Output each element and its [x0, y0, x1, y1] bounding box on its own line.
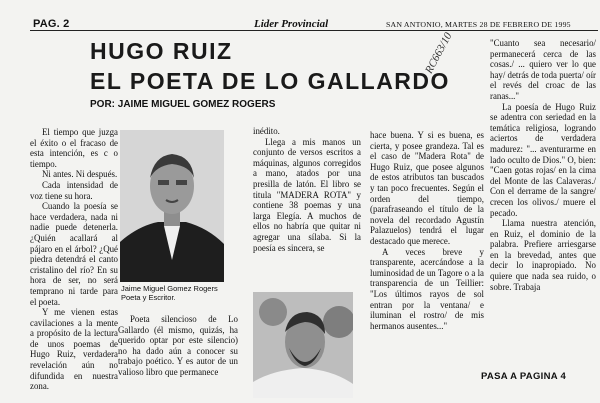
poet-photo	[253, 292, 353, 398]
dateline: SAN ANTONIO, MARTES 28 DE FEBRERO DE 1995	[386, 20, 571, 29]
article-title-line1: HUGO RUIZ	[90, 38, 233, 64]
paragraph: A veces breve y transparente, acercándose a la luminosidad de un Tagore o a la transparencia de un Teillier: "Los últimos rayos de sol entran por la ventana/ e iluminan el rostro/ de mis hermanos ausentes..."	[370, 246, 484, 331]
paragraph: Cada intensidad de voz tiene su hora.	[30, 179, 118, 201]
paragraph: Cuando la poesía se hace verdadera, nada ni nadie puede detenerla. ¿Quién acallará al pájaro en el árbol? ¿Qué piedra detendrá el canto cristalino del río? En su hora de ser, no será temprano ni tarde para el poeta.	[30, 201, 118, 307]
paragraph: hace buena. Y si es buena, es cierta, y posee grandeza. Tal es el caso de "Madera Rota" de Hugo Ruiz, que posee algunos de estos atributos tan buscados y tan poco frecuentes. Según el orden del tiempo, (parafraseando el título de la novela del recordado Agustín Palazuelos) tendrá el lugar destacado que merece.	[370, 130, 484, 246]
column-1	[30, 127, 118, 392]
column-3	[253, 126, 361, 253]
paragraph: Ni antes. Ni después.	[42, 169, 118, 180]
header-rule	[30, 30, 598, 31]
column-5	[490, 38, 596, 292]
paragraph: La poesía de Hugo Ruiz se adentra con seriedad en la temática religiosa, logrando aciertos de verdadera madurez: "... aventurarme en lado oculto de Dios." O, bien: "Caen gotas rojas/ en la cima del Monte de las Calaveras./ Con el derrame de la sangre/ crecen los olivos./ muere el pecado.	[490, 101, 596, 218]
paragraph: "Cuanto sea necesario/ permanecerá cerca de las cosas./ ... quiero ver lo que hay/ detrás de toda puerta/ oír el revés del croac de las ranas..."	[490, 38, 596, 101]
photo-caption	[121, 284, 249, 302]
paragraph: Poeta silencioso de Lo Gallardo (él mismo, quizás, ha querido optar por este silencio) no ha dado aún a conocer su trabajo poético. Y es autor de un valioso libro que permanece	[118, 314, 238, 377]
paragraph: Y me vienen estas cavilaciones a la mente a propósito de la lectura de unos poemas de Hugo Ruiz, verdadera revelación aún no difundida en nuestra zona.	[30, 307, 118, 392]
paragraph: Llama nuestra atención, en Ruiz, el dominio de la palabra. Prefiere arriesgarse en la brevedad, antes que decir lo inapropiado. No quiere que nada sea ruido, o sobre. Trabaja	[490, 218, 596, 292]
caption-role: Poeta y Escritor.	[121, 293, 176, 302]
paragraph: El tiempo que juzga el éxito o el fracaso de esta intención, es c o tiempo.	[30, 127, 118, 169]
paragraph: Llega a mis manos un conjunto de versos escritos a máquinas, algunos corregidos a mano, atados por una presilla de latón. El libro se titula "MADERA ROTA" y contiene 38 poemas y una larga Elegía. A muchos de ellos no habría que quitar ni agregar una sílaba. Si la poesía es sincera, se	[253, 136, 361, 253]
column-4	[370, 130, 484, 331]
author-photo	[120, 130, 224, 282]
paragraph: inédito.	[253, 126, 280, 136]
article-title-line2: EL POETA DE LO GALLARDO	[90, 68, 450, 94]
continued-on-page: PASA A PAGINA 4	[481, 371, 567, 382]
newspaper-name: Lider Provincial	[254, 18, 329, 30]
author-photo-image	[120, 130, 224, 282]
poet-photo-image	[253, 292, 353, 398]
caption-name: Jaime Miguel Gomez Rogers	[121, 284, 218, 293]
page-number: PAG. 2	[33, 18, 70, 30]
byline: POR: JAIME MIGUEL GOMEZ ROGERS	[90, 99, 276, 110]
column-2	[118, 314, 238, 378]
handwritten-note: RC663/10	[423, 30, 455, 76]
